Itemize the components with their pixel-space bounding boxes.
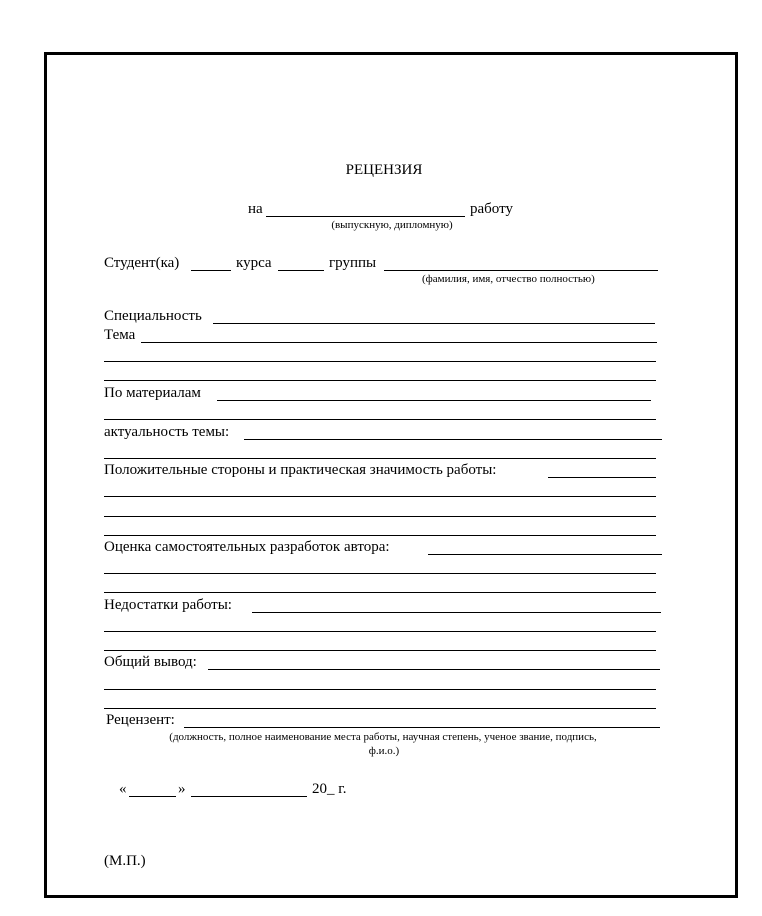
date-open-quote: «	[119, 781, 127, 797]
self-work-field-line-3[interactable]	[104, 592, 656, 593]
conclusion-field[interactable]	[208, 669, 660, 670]
work-suffix: работу	[470, 201, 513, 217]
self-work-field[interactable]	[428, 554, 662, 555]
document-title: РЕЦЕНЗИЯ	[345, 162, 423, 178]
positives-field-line-3[interactable]	[104, 516, 656, 517]
shortcomings-label: Недостатки работы:	[104, 597, 232, 613]
conclusion-label: Общий вывод:	[104, 654, 197, 670]
positives-field[interactable]	[548, 477, 656, 478]
student-label: Студент(ка)	[104, 255, 180, 271]
topic-label: Тема	[104, 327, 136, 343]
relevance-field[interactable]	[244, 439, 662, 440]
positives-field-line-2[interactable]	[104, 496, 656, 497]
work-prefix: на	[248, 201, 263, 217]
shortcomings-field[interactable]	[252, 612, 661, 613]
materials-label: По материалам	[104, 385, 201, 401]
topic-field-line-3[interactable]	[104, 380, 656, 381]
student-name-hint: (фамилия, имя, отчество полностью)	[422, 273, 595, 285]
shortcomings-field-line-3[interactable]	[104, 650, 656, 651]
materials-field[interactable]	[217, 400, 651, 401]
reviewer-field[interactable]	[184, 727, 660, 728]
course-label: курса	[236, 255, 272, 271]
relevance-field-line-2[interactable]	[104, 458, 656, 459]
self-work-field-line-2[interactable]	[104, 573, 656, 574]
topic-field-line-2[interactable]	[104, 361, 656, 362]
shortcomings-field-line-2[interactable]	[104, 631, 656, 632]
date-close-quote: »	[178, 781, 186, 797]
specialty-field[interactable]	[213, 323, 655, 324]
reviewer-label: Рецензент:	[106, 712, 175, 728]
positives-field-line-4[interactable]	[104, 535, 656, 536]
self-work-label: Оценка самостоятельных разработок автора:	[104, 539, 390, 555]
work-type-field[interactable]	[266, 216, 465, 217]
course-field[interactable]	[191, 270, 231, 271]
positives-label: Положительные стороны и практическая значимость работы:	[104, 462, 497, 478]
group-label: группы	[329, 255, 377, 271]
stamp-label: (М.П.)	[104, 853, 146, 869]
conclusion-field-line-3[interactable]	[104, 708, 656, 709]
reviewer-hint-line-2: ф.и.о.)	[368, 745, 400, 757]
topic-field[interactable]	[141, 342, 657, 343]
specialty-label: Специальность	[104, 308, 202, 324]
student-name-field[interactable]	[384, 270, 658, 271]
work-type-hint: (выпускную, дипломную)	[331, 219, 453, 231]
date-month-field[interactable]	[191, 796, 307, 797]
materials-field-line-2[interactable]	[104, 419, 656, 420]
conclusion-field-line-2[interactable]	[104, 689, 656, 690]
date-day-field[interactable]	[129, 796, 176, 797]
date-year: 20_ г.	[312, 781, 347, 797]
reviewer-hint-line-1: (должность, полное наименование места работы, научная степень, ученое звание, подпись,	[169, 731, 597, 743]
group-field[interactable]	[278, 270, 324, 271]
relevance-label: актуальность темы:	[104, 424, 230, 440]
